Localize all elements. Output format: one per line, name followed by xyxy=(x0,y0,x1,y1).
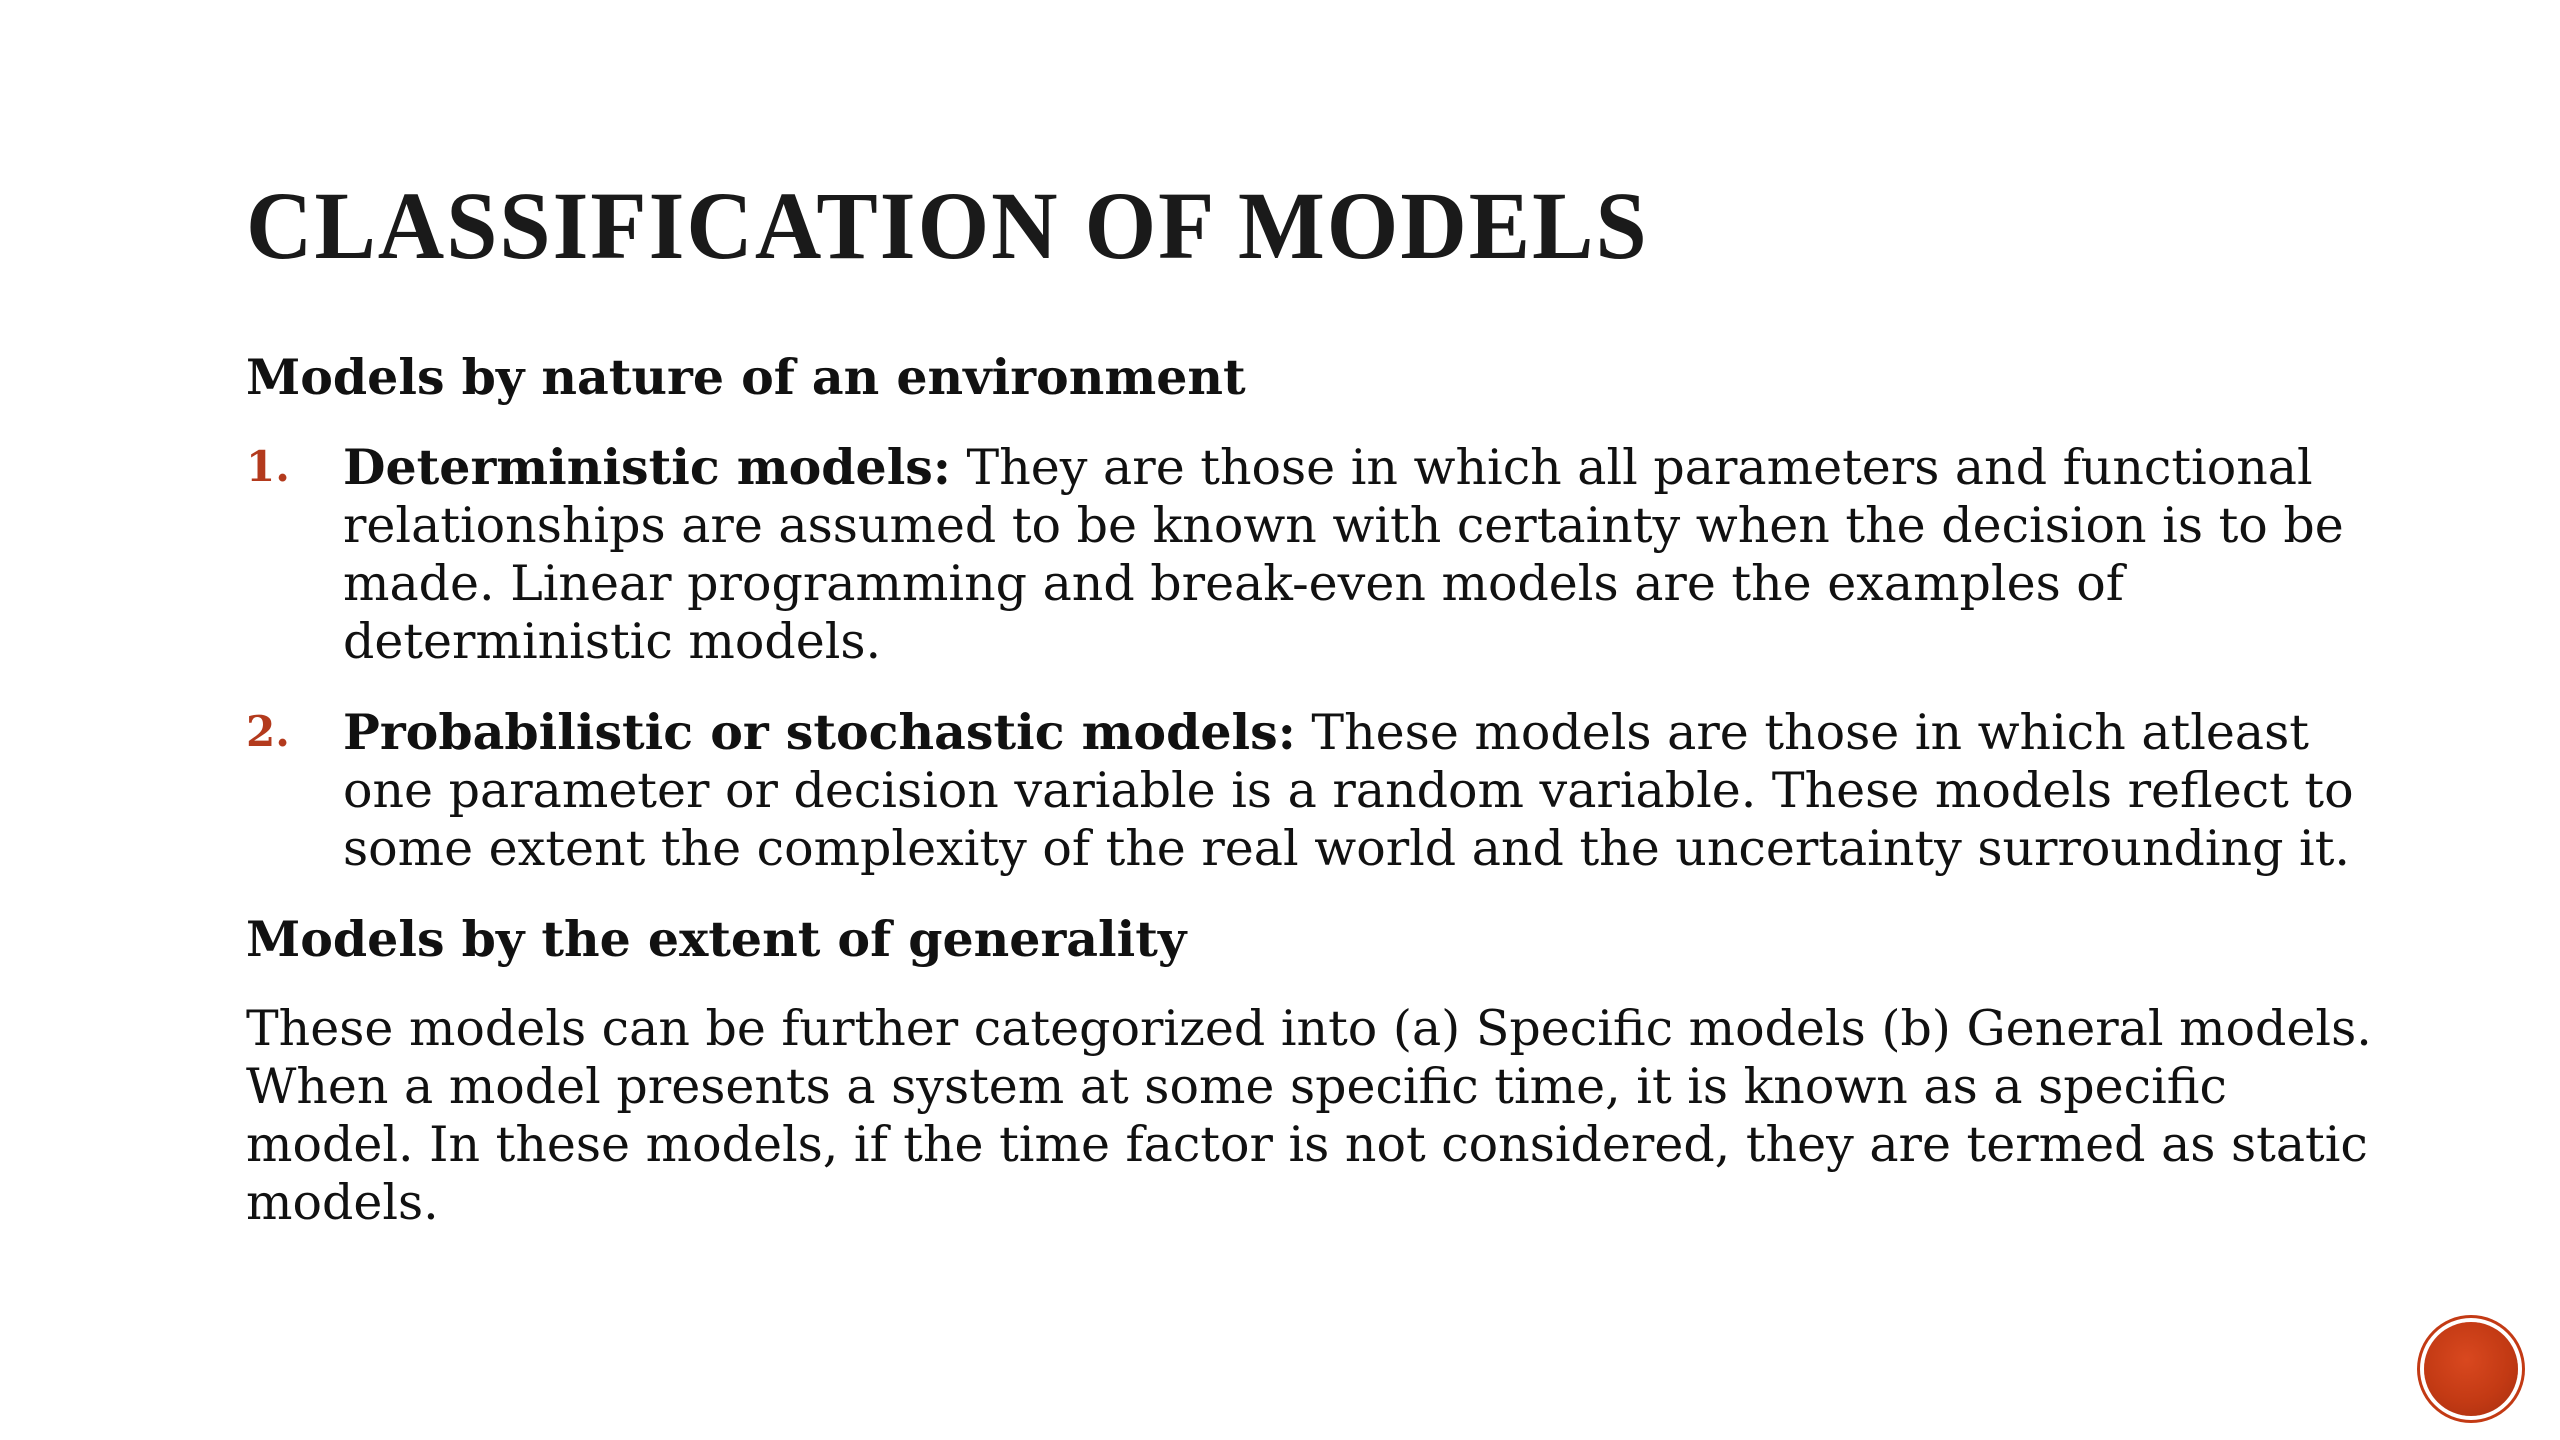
section-heading-generality: Models by the extent of generality xyxy=(246,910,1187,968)
generality-paragraph: These models can be further categorized into (a) Specific models (b) General models. When a model presents a system at some specific time, it is known as a specific model. In these models, if the time factor is not considered, they are termed as static models. xyxy=(246,1000,2372,1231)
section-heading-environment: Models by nature of an environment xyxy=(246,348,1246,406)
list-item xyxy=(246,703,2376,878)
term-probabilistic: Probabilistic or stochastic models: xyxy=(343,703,1296,761)
list-item xyxy=(246,438,2376,671)
list-number: 1. xyxy=(246,442,290,491)
slide-content xyxy=(246,348,2376,1232)
slide-title: CLASSIFICATION OF MODELS xyxy=(246,172,1649,280)
list-number: 2. xyxy=(246,707,290,756)
term-deterministic: Deterministic models: xyxy=(343,438,951,496)
item-text: They are those in which all parameters and functional relationships are assumed to be known with certainty when the decision is to be made. Linear programming and break-even models are the examples of deterministic models. xyxy=(343,439,2344,670)
item-text: These models are those in which atleast one parameter or decision variable is a random variable. These models reflect to some extent the complexity of the real world and the uncertainty surrounding it. xyxy=(343,704,2354,877)
model-list xyxy=(246,438,2376,878)
slide-nav-circle-icon[interactable] xyxy=(2424,1322,2518,1416)
